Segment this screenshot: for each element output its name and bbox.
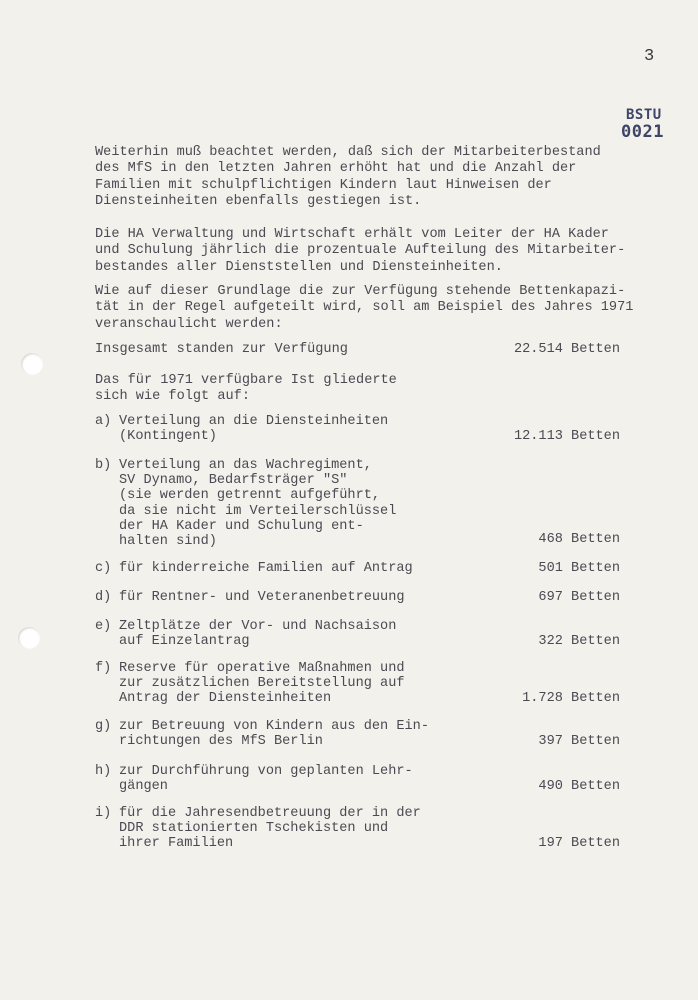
list-item: [95, 661, 620, 707]
list-item: [95, 561, 620, 577]
archive-stamp-line2: 0021: [621, 122, 664, 142]
list-item: [95, 764, 620, 795]
list-item-amount: 197 Betten: [538, 836, 620, 851]
total-label: Insgesamt standen zur Verfügung: [95, 342, 348, 357]
list-item-amount: 468 Betten: [538, 532, 620, 547]
list-item-letter: g): [95, 719, 112, 734]
list-item-text: Verteilung an die Diensteinheiten (Kontingent): [119, 414, 389, 445]
list-item-letter: h): [95, 764, 112, 779]
list-item-text: für Rentner- und Veteranenbetreuung: [119, 590, 405, 605]
list-item: [95, 806, 620, 852]
list-item-text: für die Jahresendbetreuung der in der DDR stationierten Tschekisten und ihrer Familien: [119, 806, 421, 852]
punch-hole-upper: [21, 353, 43, 375]
paragraph-example-1971: Wie auf dieser Grundlage die zur Verfügung stehende Bettenkapazi- tät in der Regel aufgeteilt wird, soll am Beispiel des Jahres 1971 veranschaulicht werden:: [95, 284, 634, 332]
list-item-amount: 501 Betten: [538, 561, 620, 576]
page-number: 3: [644, 47, 655, 66]
list-item-amount: 12.113 Betten: [513, 429, 620, 444]
list-item-letter: i): [95, 806, 112, 821]
archive-stamp: [621, 107, 664, 142]
list-item-amount: 322 Betten: [538, 634, 620, 649]
total-row: [95, 342, 620, 360]
list-item-letter: c): [95, 561, 112, 576]
list-item: [95, 590, 620, 606]
list-item-letter: f): [95, 661, 112, 676]
list-item-text: Zeltplätze der Vor- und Nachsaison auf Einzelantrag: [119, 619, 397, 650]
list-item: [95, 619, 620, 650]
paragraph-staff-increase: Weiterhin muß beachtet werden, daß sich der Mitarbeiterbestand des MfS in den letzten Jahren erhöht hat und die Anzahl der Familien mit schulpflichtigen Kindern laut Hinweisen der Diensteinheiten ebenfalls gestiegen ist.: [95, 145, 601, 209]
list-item-letter: b): [95, 458, 112, 473]
list-item: [95, 458, 620, 550]
list-item-amount: 490 Betten: [538, 779, 620, 794]
list-item: [95, 414, 620, 445]
list-item-text: für kinderreiche Familien auf Antrag: [119, 561, 413, 576]
list-item-text: zur Durchführung von geplanten Lehr- gängen: [119, 764, 413, 795]
list-item-letter: a): [95, 414, 112, 429]
list-item-letter: d): [95, 590, 112, 605]
list-item-amount: 1.728 Betten: [522, 691, 620, 706]
list-item-text: Verteilung an das Wachregiment, SV Dynamo, Bedarfsträger "S" (sie werden getrennt aufgeführt, da sie nicht im Verteilerschlüssel der HA Kader und Schulung ent- halten sind): [119, 458, 397, 550]
paragraph-staff-distribution: Die HA Verwaltung und Wirtschaft erhält vom Leiter der HA Kader und Schulung jährlich die prozentuale Aufteilung des Mitarbeiter- bestandes aller Dienststellen und Diensteinheiten.: [95, 227, 626, 275]
list-item-letter: e): [95, 619, 112, 634]
list-item: [95, 719, 620, 750]
breakdown-intro: Das für 1971 verfügbare Ist gliederte sich wie folgt auf:: [95, 373, 397, 405]
list-item-text: zur Betreuung von Kindern aus den Ein- richtungen des MfS Berlin: [119, 719, 429, 750]
list-item-amount: 397 Betten: [538, 734, 620, 749]
punch-hole-lower: [18, 627, 40, 649]
total-amount: 22.514 Betten: [513, 342, 620, 357]
list-item-text: Reserve für operative Maßnahmen und zur zusätzlichen Bereitstellung auf Antrag der Diensteinheiten: [119, 661, 405, 707]
list-item-amount: 697 Betten: [538, 590, 620, 605]
archive-stamp-line1: BSTU: [626, 107, 662, 123]
